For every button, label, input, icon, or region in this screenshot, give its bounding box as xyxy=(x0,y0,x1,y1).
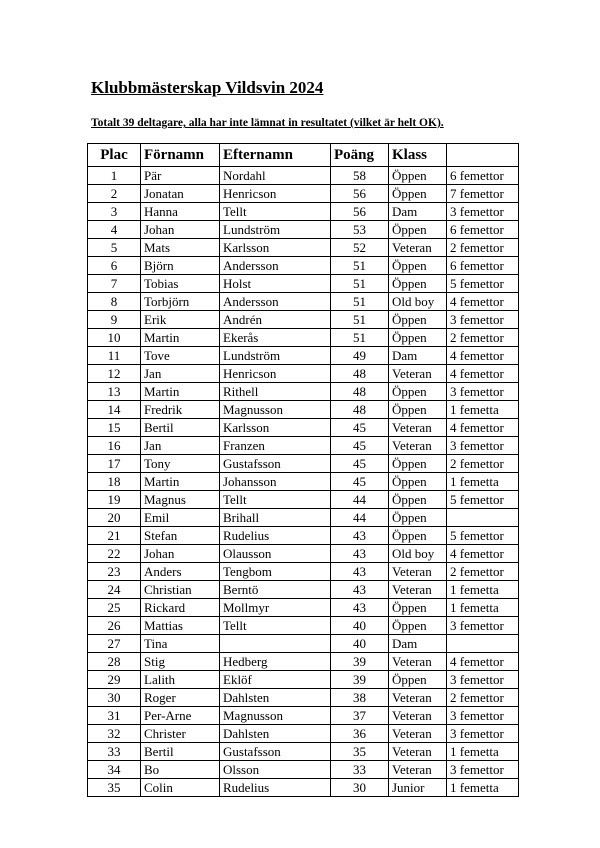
cell-last-name: Brihall xyxy=(220,509,331,527)
cell-points: 44 xyxy=(331,509,389,527)
cell-plac: 16 xyxy=(88,437,141,455)
cell-extra: 5 femettor xyxy=(447,275,519,293)
cell-last-name: Tellt xyxy=(220,617,331,635)
cell-last-name: Magnusson xyxy=(220,707,331,725)
cell-points: 51 xyxy=(331,275,389,293)
cell-plac: 12 xyxy=(88,365,141,383)
cell-class: Dam xyxy=(389,635,447,653)
cell-class: Öppen xyxy=(389,491,447,509)
cell-points: 35 xyxy=(331,743,389,761)
cell-first-name: Pär xyxy=(141,167,220,185)
cell-points: 58 xyxy=(331,167,389,185)
cell-extra: 3 femettor xyxy=(447,671,519,689)
cell-first-name: Tobias xyxy=(141,275,220,293)
cell-plac: 21 xyxy=(88,527,141,545)
cell-last-name: Dahlsten xyxy=(220,689,331,707)
cell-points: 40 xyxy=(331,635,389,653)
table-row xyxy=(88,527,519,545)
cell-plac: 4 xyxy=(88,221,141,239)
table-row xyxy=(88,599,519,617)
table-row xyxy=(88,365,519,383)
cell-plac: 3 xyxy=(88,203,141,221)
cell-class: Veteran xyxy=(389,239,447,257)
cell-first-name: Anders xyxy=(141,563,220,581)
cell-points: 43 xyxy=(331,563,389,581)
cell-plac: 31 xyxy=(88,707,141,725)
cell-extra xyxy=(447,509,519,527)
cell-plac: 25 xyxy=(88,599,141,617)
cell-class: Veteran xyxy=(389,581,447,599)
cell-points: 39 xyxy=(331,653,389,671)
cell-extra: 5 femettor xyxy=(447,527,519,545)
cell-extra: 3 femettor xyxy=(447,311,519,329)
table-row xyxy=(88,167,519,185)
table-row xyxy=(88,455,519,473)
table-row xyxy=(88,401,519,419)
cell-class: Öppen xyxy=(389,329,447,347)
cell-plac: 24 xyxy=(88,581,141,599)
cell-last-name: Tellt xyxy=(220,491,331,509)
cell-class: Veteran xyxy=(389,653,447,671)
cell-extra: 1 femetta xyxy=(447,743,519,761)
cell-plac: 8 xyxy=(88,293,141,311)
cell-points: 45 xyxy=(331,473,389,491)
cell-class: Öppen xyxy=(389,383,447,401)
cell-plac: 35 xyxy=(88,779,141,797)
table-row xyxy=(88,653,519,671)
cell-class: Öppen xyxy=(389,509,447,527)
cell-points: 53 xyxy=(331,221,389,239)
cell-first-name: Christian xyxy=(141,581,220,599)
cell-points: 36 xyxy=(331,725,389,743)
cell-plac: 34 xyxy=(88,761,141,779)
cell-extra: 4 femettor xyxy=(447,545,519,563)
document-title: Klubbmästerskap Vildsvin 2024 xyxy=(91,78,324,97)
cell-last-name: Olausson xyxy=(220,545,331,563)
cell-class: Dam xyxy=(389,203,447,221)
cell-plac: 22 xyxy=(88,545,141,563)
cell-points: 49 xyxy=(331,347,389,365)
table-row xyxy=(88,761,519,779)
table-row xyxy=(88,329,519,347)
cell-last-name: Lundström xyxy=(220,347,331,365)
cell-extra: 7 femettor xyxy=(447,185,519,203)
cell-points: 43 xyxy=(331,527,389,545)
cell-extra: 1 femetta xyxy=(447,581,519,599)
cell-points: 48 xyxy=(331,401,389,419)
cell-extra: 4 femettor xyxy=(447,365,519,383)
cell-last-name: Gustafsson xyxy=(220,743,331,761)
cell-first-name: Christer xyxy=(141,725,220,743)
cell-class: Öppen xyxy=(389,527,447,545)
cell-class: Öppen xyxy=(389,185,447,203)
cell-extra: 6 femettor xyxy=(447,221,519,239)
cell-points: 43 xyxy=(331,581,389,599)
cell-points: 44 xyxy=(331,491,389,509)
cell-class: Old boy xyxy=(389,293,447,311)
table-row xyxy=(88,419,519,437)
cell-points: 56 xyxy=(331,185,389,203)
table-row xyxy=(88,635,519,653)
cell-plac: 28 xyxy=(88,653,141,671)
table-row xyxy=(88,221,519,239)
cell-class: Veteran xyxy=(389,419,447,437)
cell-class: Öppen xyxy=(389,275,447,293)
cell-points: 43 xyxy=(331,545,389,563)
cell-class: Öppen xyxy=(389,671,447,689)
cell-first-name: Martin xyxy=(141,383,220,401)
cell-extra: 4 femettor xyxy=(447,347,519,365)
cell-class: Veteran xyxy=(389,725,447,743)
cell-first-name: Torbjörn xyxy=(141,293,220,311)
cell-last-name: Eklöf xyxy=(220,671,331,689)
cell-last-name: Henricson xyxy=(220,185,331,203)
table-row xyxy=(88,707,519,725)
cell-points: 51 xyxy=(331,257,389,275)
cell-points: 52 xyxy=(331,239,389,257)
cell-class: Veteran xyxy=(389,707,447,725)
cell-class: Öppen xyxy=(389,455,447,473)
cell-last-name: Ekerås xyxy=(220,329,331,347)
table-row xyxy=(88,581,519,599)
cell-last-name: Henricson xyxy=(220,365,331,383)
cell-points: 56 xyxy=(331,203,389,221)
cell-points: 43 xyxy=(331,599,389,617)
cell-last-name: Holst xyxy=(220,275,331,293)
header-points: Poäng xyxy=(331,144,389,167)
cell-plac: 23 xyxy=(88,563,141,581)
cell-points: 45 xyxy=(331,437,389,455)
cell-class: Veteran xyxy=(389,365,447,383)
cell-extra: 3 femettor xyxy=(447,383,519,401)
cell-class: Öppen xyxy=(389,617,447,635)
cell-first-name: Hanna xyxy=(141,203,220,221)
cell-plac: 10 xyxy=(88,329,141,347)
header-last-name: Efternamn xyxy=(220,144,331,167)
cell-plac: 17 xyxy=(88,455,141,473)
cell-last-name: Gustafsson xyxy=(220,455,331,473)
cell-last-name: Dahlsten xyxy=(220,725,331,743)
header-extra xyxy=(447,144,519,167)
table-row xyxy=(88,293,519,311)
cell-plac: 18 xyxy=(88,473,141,491)
cell-first-name: Bertil xyxy=(141,419,220,437)
cell-class: Veteran xyxy=(389,743,447,761)
cell-first-name: Jan xyxy=(141,365,220,383)
cell-first-name: Emil xyxy=(141,509,220,527)
cell-first-name: Stefan xyxy=(141,527,220,545)
cell-last-name: Johansson xyxy=(220,473,331,491)
cell-first-name: Martin xyxy=(141,329,220,347)
cell-last-name: Karlsson xyxy=(220,419,331,437)
cell-last-name: Rudelius xyxy=(220,527,331,545)
cell-points: 45 xyxy=(331,455,389,473)
cell-first-name: Martin xyxy=(141,473,220,491)
table-row xyxy=(88,473,519,491)
table-row xyxy=(88,383,519,401)
table-row xyxy=(88,689,519,707)
table-row xyxy=(88,239,519,257)
table-row xyxy=(88,545,519,563)
cell-class: Old boy xyxy=(389,545,447,563)
cell-extra: 3 femettor xyxy=(447,761,519,779)
cell-last-name: Andrén xyxy=(220,311,331,329)
cell-plac: 9 xyxy=(88,311,141,329)
cell-extra: 4 femettor xyxy=(447,419,519,437)
cell-class: Öppen xyxy=(389,311,447,329)
cell-extra: 2 femettor xyxy=(447,689,519,707)
cell-first-name: Johan xyxy=(141,545,220,563)
cell-points: 48 xyxy=(331,365,389,383)
cell-plac: 2 xyxy=(88,185,141,203)
cell-first-name: Rickard xyxy=(141,599,220,617)
table-row xyxy=(88,725,519,743)
cell-plac: 32 xyxy=(88,725,141,743)
table-row xyxy=(88,347,519,365)
cell-last-name: Mollmyr xyxy=(220,599,331,617)
cell-plac: 19 xyxy=(88,491,141,509)
table-row xyxy=(88,743,519,761)
cell-extra: 2 femettor xyxy=(447,239,519,257)
header-class: Klass xyxy=(389,144,447,167)
cell-points: 51 xyxy=(331,329,389,347)
cell-points: 30 xyxy=(331,779,389,797)
cell-last-name: Lundström xyxy=(220,221,331,239)
cell-plac: 20 xyxy=(88,509,141,527)
cell-points: 45 xyxy=(331,419,389,437)
table-row xyxy=(88,671,519,689)
cell-first-name: Jan xyxy=(141,437,220,455)
table-row xyxy=(88,617,519,635)
cell-plac: 7 xyxy=(88,275,141,293)
cell-class: Veteran xyxy=(389,563,447,581)
table-row xyxy=(88,275,519,293)
cell-first-name: Johan xyxy=(141,221,220,239)
cell-class: Öppen xyxy=(389,401,447,419)
cell-extra: 5 femettor xyxy=(447,491,519,509)
cell-extra: 6 femettor xyxy=(447,167,519,185)
cell-class: Veteran xyxy=(389,761,447,779)
cell-extra: 1 femetta xyxy=(447,401,519,419)
cell-extra: 1 femetta xyxy=(447,779,519,797)
cell-plac: 1 xyxy=(88,167,141,185)
cell-first-name: Per-Arne xyxy=(141,707,220,725)
cell-first-name: Lalith xyxy=(141,671,220,689)
cell-extra: 4 femettor xyxy=(447,653,519,671)
cell-points: 38 xyxy=(331,689,389,707)
document-subtitle: Totalt 39 deltagare, alla har inte lämnat in resultatet (vilket är helt OK). xyxy=(91,117,444,129)
cell-plac: 11 xyxy=(88,347,141,365)
cell-first-name: Mats xyxy=(141,239,220,257)
table-row xyxy=(88,563,519,581)
cell-extra: 3 femettor xyxy=(447,617,519,635)
cell-class: Veteran xyxy=(389,437,447,455)
cell-class: Dam xyxy=(389,347,447,365)
table-row xyxy=(88,203,519,221)
cell-points: 37 xyxy=(331,707,389,725)
cell-extra: 3 femettor xyxy=(447,437,519,455)
cell-extra: 1 femetta xyxy=(447,473,519,491)
cell-plac: 30 xyxy=(88,689,141,707)
table-row xyxy=(88,437,519,455)
cell-first-name: Magnus xyxy=(141,491,220,509)
cell-plac: 14 xyxy=(88,401,141,419)
results-table xyxy=(87,143,519,797)
cell-extra: 3 femettor xyxy=(447,707,519,725)
cell-first-name: Bertil xyxy=(141,743,220,761)
cell-last-name: Tellt xyxy=(220,203,331,221)
cell-extra: 6 femettor xyxy=(447,257,519,275)
cell-first-name: Bo xyxy=(141,761,220,779)
cell-first-name: Jonatan xyxy=(141,185,220,203)
cell-points: 33 xyxy=(331,761,389,779)
cell-last-name: Berntö xyxy=(220,581,331,599)
cell-first-name: Tony xyxy=(141,455,220,473)
cell-last-name: Franzen xyxy=(220,437,331,455)
cell-first-name: Erik xyxy=(141,311,220,329)
cell-points: 51 xyxy=(331,293,389,311)
cell-first-name: Roger xyxy=(141,689,220,707)
cell-plac: 5 xyxy=(88,239,141,257)
cell-extra xyxy=(447,635,519,653)
cell-first-name: Fredrik xyxy=(141,401,220,419)
table-row xyxy=(88,509,519,527)
table-row xyxy=(88,491,519,509)
cell-extra: 1 femetta xyxy=(447,599,519,617)
cell-points: 40 xyxy=(331,617,389,635)
cell-class: Öppen xyxy=(389,221,447,239)
cell-class: Öppen xyxy=(389,473,447,491)
cell-last-name: Andersson xyxy=(220,293,331,311)
cell-first-name: Björn xyxy=(141,257,220,275)
cell-extra: 3 femettor xyxy=(447,725,519,743)
cell-points: 51 xyxy=(331,311,389,329)
cell-plac: 27 xyxy=(88,635,141,653)
cell-last-name: Rudelius xyxy=(220,779,331,797)
cell-last-name: Rithell xyxy=(220,383,331,401)
table-header-row xyxy=(88,144,519,167)
table-row xyxy=(88,779,519,797)
cell-last-name: Olsson xyxy=(220,761,331,779)
header-first-name: Förnamn xyxy=(141,144,220,167)
cell-extra: 2 femettor xyxy=(447,563,519,581)
cell-extra: 3 femettor xyxy=(447,203,519,221)
table-row xyxy=(88,185,519,203)
cell-extra: 4 femettor xyxy=(447,293,519,311)
table-row xyxy=(88,311,519,329)
cell-class: Veteran xyxy=(389,689,447,707)
cell-extra: 2 femettor xyxy=(447,455,519,473)
cell-points: 39 xyxy=(331,671,389,689)
cell-first-name: Colin xyxy=(141,779,220,797)
cell-plac: 26 xyxy=(88,617,141,635)
table-row xyxy=(88,257,519,275)
cell-last-name: Andersson xyxy=(220,257,331,275)
cell-plac: 13 xyxy=(88,383,141,401)
cell-class: Öppen xyxy=(389,167,447,185)
cell-points: 48 xyxy=(331,383,389,401)
cell-last-name xyxy=(220,635,331,653)
cell-first-name: Tove xyxy=(141,347,220,365)
cell-class: Öppen xyxy=(389,599,447,617)
cell-last-name: Magnusson xyxy=(220,401,331,419)
cell-extra: 2 femettor xyxy=(447,329,519,347)
cell-last-name: Tengbom xyxy=(220,563,331,581)
cell-first-name: Tina xyxy=(141,635,220,653)
cell-plac: 15 xyxy=(88,419,141,437)
cell-last-name: Karlsson xyxy=(220,239,331,257)
cell-first-name: Stig xyxy=(141,653,220,671)
cell-class: Öppen xyxy=(389,257,447,275)
cell-class: Junior xyxy=(389,779,447,797)
cell-last-name: Nordahl xyxy=(220,167,331,185)
cell-last-name: Hedberg xyxy=(220,653,331,671)
cell-plac: 33 xyxy=(88,743,141,761)
cell-first-name: Mattias xyxy=(141,617,220,635)
cell-plac: 6 xyxy=(88,257,141,275)
cell-plac: 29 xyxy=(88,671,141,689)
header-plac: Plac xyxy=(88,144,141,167)
